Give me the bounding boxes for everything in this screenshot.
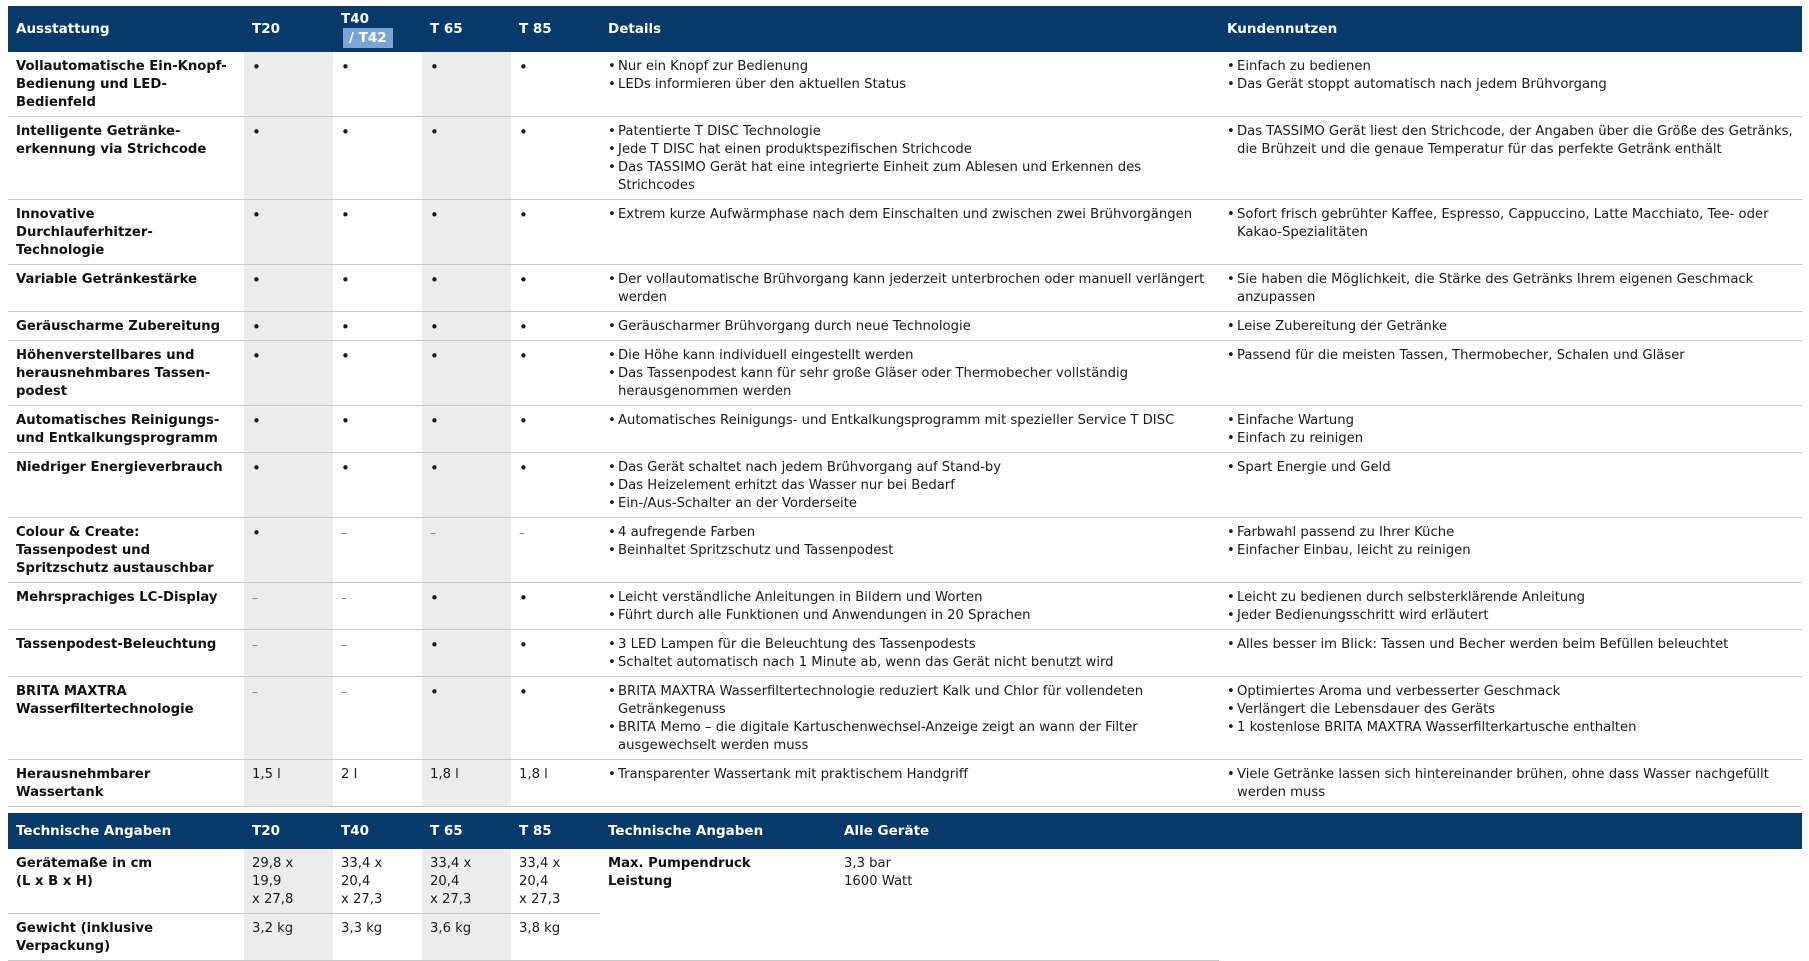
model-t85-cell: • [511,52,600,117]
feature-name: Niedriger Energieverbrauch [8,453,244,518]
model-t40-cell: • [333,341,422,406]
pump-label: Max. Pumpendruck Leistung [600,849,836,961]
model-t40-cell: – [333,583,422,630]
feature-name: Variable Getränkestärke [8,265,244,312]
model-t40-cell: – [333,677,422,760]
model-t40-cell: • [333,453,422,518]
benefit-cell [1219,518,1802,583]
col-t20-header: T20 [244,6,333,52]
details-cell-list [608,589,1211,625]
model-t65-cell: • [422,265,511,312]
details-cell-list [608,318,1211,336]
model-t40-cell: • [333,265,422,312]
details-cell [600,200,1219,265]
list-item: • Das TASSIMO Gerät hat eine integrierte Einheit zum Ablesen und Erkennen des Strichcodes [608,159,1211,195]
tech-row-dims [8,849,1802,914]
table-row [8,265,1802,312]
model-t65-cell: • [422,117,511,200]
details-cell-list [608,524,1211,560]
list-item: • 1 kostenlose BRITA MAXTRA Wasserfilterkartusche enthalten [1227,719,1794,737]
model-t40-cell: – [333,630,422,677]
feature-name: Colour & Create: Tassenpodest und Spritzschutz austauschbar [8,518,244,583]
details-cell [600,117,1219,200]
list-item: • Führt durch alle Funktionen und Anwendungen in 20 Sprachen [608,607,1211,625]
model-t65-cell: • [422,52,511,117]
model-t40-cell: – [333,518,422,583]
list-item: • Jede T DISC hat einen produktspezifischen Strichcode [608,141,1211,159]
model-t20-cell: • [244,453,333,518]
model-t20-cell: • [244,200,333,265]
list-item: • BRITA Memo – die digitale Kartuschenwechsel-Anzeige zeigt an wann der Filter ausgewechselt werden muss [608,719,1211,755]
dims-t85: 33,4 x 20,4 x 27,3 [511,849,600,914]
details-cell-list [608,347,1211,401]
model-t20-cell: • [244,117,333,200]
details-cell-list [608,636,1211,672]
list-item: • 3 LED Lampen für die Beleuchtung des Tassenpodests [608,636,1211,654]
model-t40-cell: • [333,200,422,265]
model-t20-cell: • [244,518,333,583]
list-item: • BRITA MAXTRA Wasserfiltertechnologie reduziert Kalk und Chlor für vollendeten Getränkegenuss [608,683,1211,719]
benefit-cell [1219,677,1802,760]
feature-table [8,6,1802,807]
model-t65-cell: • [422,312,511,341]
benefit-cell [1219,583,1802,630]
feature-name: Vollautomatische Ein-Knopf-Bedienung und LED-Bedienfeld [8,52,244,117]
t42-label: / T42 [343,28,393,48]
table-row [8,52,1802,117]
benefit-cell [1219,341,1802,406]
tech-blank-header [1219,813,1802,849]
model-t65-cell: • [422,677,511,760]
dims-t40: 33,4 x 20,4 x 27,3 [333,849,422,914]
table-row [8,406,1802,453]
model-t20-cell: 1,5 l [244,760,333,807]
list-item: • Sie haben die Möglichkeit, die Stärke des Getränks Ihrem eigenen Geschmack anzupassen [1227,271,1794,307]
model-t40-cell: • [333,52,422,117]
list-item: • Einfacher Einbau, leicht zu reinigen [1227,542,1794,560]
list-item: • 4 aufregende Farben [608,524,1211,542]
details-cell [600,265,1219,312]
col-t65-header: T 65 [422,6,511,52]
list-item: • Ein-/Aus-Schalter an der Vorderseite [608,495,1211,513]
details-cell [600,677,1219,760]
details-cell [600,760,1219,807]
benefit-cell-list [1227,318,1794,336]
spec-sheet [8,6,1802,961]
list-item: • Farbwahl passend zu Ihrer Küche [1227,524,1794,542]
model-t65-cell: 1,8 l [422,760,511,807]
tech-all-header: Alle Geräte [836,813,1219,849]
list-item: • Einfach zu bedienen [1227,58,1794,76]
list-item: • Extrem kurze Aufwärmphase nach dem Einschalten und zwischen zwei Brühvorgängen [608,206,1211,224]
tech-empty [1219,849,1802,961]
table-row [8,583,1802,630]
model-t40-cell: • [333,406,422,453]
model-t65-cell: • [422,200,511,265]
benefit-cell-list [1227,347,1794,365]
benefit-cell-list [1227,58,1794,94]
benefit-cell-list [1227,524,1794,560]
list-item: • Das Tassenpodest kann für sehr große Gläser oder Thermobecher vollständig herausgenommen werden [608,365,1211,401]
model-t40-cell: • [333,312,422,341]
model-t20-cell: – [244,630,333,677]
benefit-cell [1219,52,1802,117]
feature-name: Herausnehmbarer Wassertank [8,760,244,807]
table-row [8,117,1802,200]
benefit-cell [1219,760,1802,807]
model-t20-cell: • [244,52,333,117]
feature-name: BRITA MAXTRA Wasserfiltertechnologie [8,677,244,760]
model-t40-cell: 2 l [333,760,422,807]
model-t85-cell: • [511,265,600,312]
benefit-cell-list [1227,636,1794,654]
pump-value: 3,3 bar 1600 Watt [836,849,1219,961]
list-item: • Alles besser im Blick: Tassen und Becher werden beim Befüllen beleuchtet [1227,636,1794,654]
list-item: • Das Gerät stoppt automatisch nach jedem Brühvorgang [1227,76,1794,94]
model-t65-cell: • [422,341,511,406]
details-cell-list [608,459,1211,513]
table-row [8,760,1802,807]
feature-name: Höhenverstellbares und herausnehmbares Tassen-podest [8,341,244,406]
benefit-cell-list [1227,459,1794,477]
model-t85-cell: • [511,406,600,453]
list-item: • Passend für die meisten Tassen, Thermobecher, Schalen und Gläser [1227,347,1794,365]
model-t20-cell: • [244,406,333,453]
benefit-cell [1219,406,1802,453]
model-t85-cell: • [511,630,600,677]
details-cell-list [608,123,1211,195]
tech-table [8,813,1802,961]
tech-t85-header: T 85 [511,813,600,849]
col-t85-header: T 85 [511,6,600,52]
benefit-cell-list [1227,683,1794,737]
list-item: • Das Gerät schaltet nach jedem Brühvorgang auf Stand-by [608,459,1211,477]
weight-t85: 3,8 kg [511,914,600,961]
list-item: • Jeder Bedienungsschritt wird erläutert [1227,607,1794,625]
model-t65-cell: – [422,518,511,583]
model-t20-cell: – [244,677,333,760]
tech-t65-header: T 65 [422,813,511,849]
model-t85-cell: • [511,583,600,630]
list-item: • Leicht zu bedienen durch selbsterklärende Anleitung [1227,589,1794,607]
model-t40-cell: • [333,117,422,200]
benefit-cell-list [1227,589,1794,625]
details-cell [600,453,1219,518]
model-t85-cell: • [511,677,600,760]
weight-t40: 3,3 kg [333,914,422,961]
list-item: • Viele Getränke lassen sich hintereinander brühen, ohne dass Wasser nachgefüllt werden muss [1227,766,1794,802]
col-benefit-header: Kundennutzen [1219,6,1802,52]
benefit-cell [1219,630,1802,677]
dims-t20: 29,8 x 19,9 x 27,8 [244,849,333,914]
list-item: • Spart Energie und Geld [1227,459,1794,477]
feature-name: Mehrsprachiges LC-Display [8,583,244,630]
list-item: • Leicht verständliche Anleitungen in Bildern und Worten [608,589,1211,607]
model-t85-cell: • [511,341,600,406]
table-row [8,200,1802,265]
feature-name: Tassenpodest-Beleuchtung [8,630,244,677]
col-t40-header [333,6,422,52]
benefit-cell [1219,117,1802,200]
tech-label-header: Technische Angaben [8,813,244,849]
model-t20-cell: • [244,341,333,406]
tech-header-row [8,813,1802,849]
model-t20-cell: • [244,265,333,312]
list-item: • Das Heizelement erhitzt das Wasser nur bei Bedarf [608,477,1211,495]
table-row [8,677,1802,760]
list-item: • Einfach zu reinigen [1227,430,1794,448]
dims-t65: 33,4 x 20,4 x 27,3 [422,849,511,914]
feature-name: Intelligente Getränke-erkennung via Strichcode [8,117,244,200]
weight-t20: 3,2 kg [244,914,333,961]
model-t85-cell: • [511,117,600,200]
list-item: • Verlängert die Lebensdauer des Geräts [1227,701,1794,719]
model-t65-cell: • [422,406,511,453]
details-cell-list [608,412,1211,430]
list-item: • Beinhaltet Spritzschutz und Tassenpodest [608,542,1211,560]
header-row [8,6,1802,52]
model-t85-cell: – [511,518,600,583]
table-row [8,630,1802,677]
tech-t40-header: T40 [333,813,422,849]
list-item: • Optimiertes Aroma und verbesserter Geschmack [1227,683,1794,701]
table-row [8,453,1802,518]
list-item: • Transparenter Wassertank mit praktischem Handgriff [608,766,1211,784]
model-t20-cell: – [244,583,333,630]
table-row [8,341,1802,406]
tech-label2-header: Technische Angaben [600,813,836,849]
benefit-cell-list [1227,206,1794,242]
list-item: • Einfache Wartung [1227,412,1794,430]
list-item: • Patentierte T DISC Technologie [608,123,1211,141]
details-cell-list [608,58,1211,94]
details-cell-list [608,766,1211,784]
benefit-cell [1219,265,1802,312]
col-details-header: Details [600,6,1219,52]
details-cell-list [608,271,1211,307]
list-item: • Nur ein Knopf zur Bedienung [608,58,1211,76]
list-item: • Das TASSIMO Gerät liest den Strichcode, der Angaben über die Größe des Getränks, die Brühzeit und die genaue Temperatur für das perfekte Getränk enthält [1227,123,1794,159]
benefit-cell-list [1227,412,1794,448]
t40-label: T40 [341,11,369,27]
model-t85-cell: • [511,453,600,518]
list-item: • Sofort frisch gebrühter Kaffee, Espresso, Cappuccino, Latte Macchiato, Tee- oder Kakao-Spezialitäten [1227,206,1794,242]
details-cell [600,406,1219,453]
benefit-cell-list [1227,123,1794,159]
tech-t20-header: T20 [244,813,333,849]
feature-name: Innovative Durchlauferhitzer-Technologie [8,200,244,265]
model-t65-cell: • [422,453,511,518]
col-feature-header: Ausstattung [8,6,244,52]
model-t65-cell: • [422,583,511,630]
model-t20-cell: • [244,312,333,341]
list-item: • Geräuscharmer Brühvorgang durch neue Technologie [608,318,1211,336]
benefit-cell [1219,312,1802,341]
list-item: • Der vollautomatische Brühvorgang kann jederzeit unterbrochen oder manuell verlängert werden [608,271,1211,307]
details-cell-list [608,683,1211,755]
model-t65-cell: • [422,630,511,677]
weight-t65: 3,6 kg [422,914,511,961]
list-item: • Leise Zubereitung der Getränke [1227,318,1794,336]
details-cell [600,518,1219,583]
model-t85-cell: • [511,312,600,341]
benefit-cell-list [1227,271,1794,307]
model-t85-cell: 1,8 l [511,760,600,807]
model-t85-cell: • [511,200,600,265]
dims-label: Gerätemaße in cm (L x B x H) [8,849,244,914]
details-cell [600,583,1219,630]
details-cell [600,341,1219,406]
table-row [8,312,1802,341]
weight-label: Gewicht (inklusive Verpackung) [8,914,244,961]
table-row [8,518,1802,583]
details-cell [600,630,1219,677]
details-cell-list [608,206,1211,224]
benefit-cell-list [1227,766,1794,802]
feature-name: Geräuscharme Zubereitung [8,312,244,341]
feature-name: Automatisches Reinigungs- und Entkalkungsprogramm [8,406,244,453]
benefit-cell [1219,200,1802,265]
list-item: • Die Höhe kann individuell eingestellt werden [608,347,1211,365]
list-item: • Schaltet automatisch nach 1 Minute ab, wenn das Gerät nicht benutzt wird [608,654,1211,672]
benefit-cell [1219,453,1802,518]
list-item: • LEDs informieren über den aktuellen Status [608,76,1211,94]
details-cell [600,52,1219,117]
list-item: • Automatisches Reinigungs- und Entkalkungsprogramm mit spezieller Service T DISC [608,412,1211,430]
details-cell [600,312,1219,341]
